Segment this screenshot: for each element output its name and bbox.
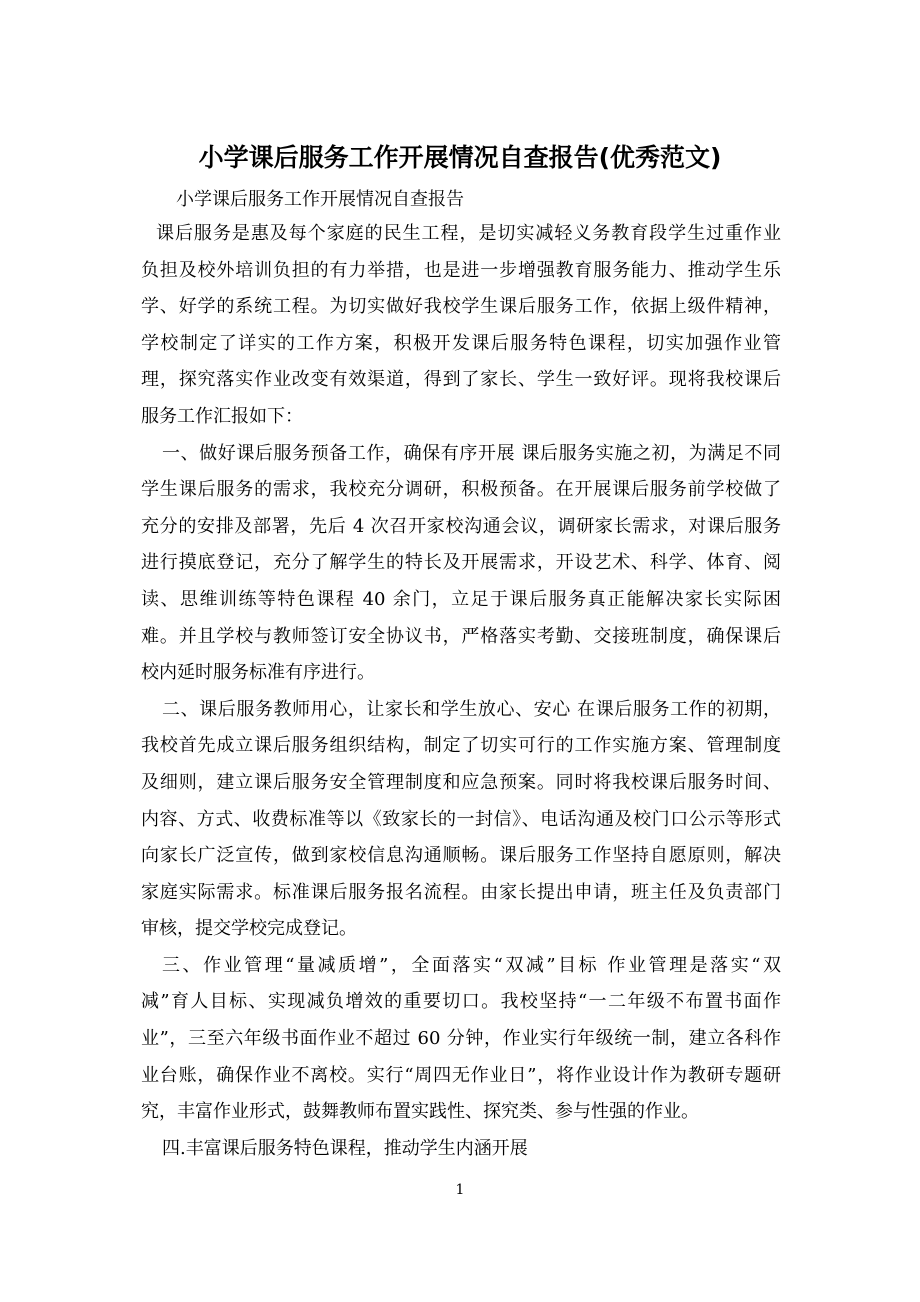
body-line: 及细则，建立课后服务安全管理制度和应急预案。同时将我校课后服务时间、	[141, 771, 781, 793]
body-line: 难。并且学校与教师签订安全协议书，严格落实考勤、交接班制度，确保课后	[141, 625, 781, 647]
body-line: 我校首先成立课后服务组织结构，制定了切实可行的工作实施方案、管理制度	[141, 735, 781, 757]
body-line: 减”育人目标、实现减负增效的重要切口。我校坚持“一二年级不布置书面作	[141, 991, 781, 1013]
body-line: 一、做好课后服务预备工作，确保有序开展 课后服务实施之初，为满足不同	[162, 442, 781, 464]
body-line: 三、作业管理“量减质增”，全面落实“双减”目标 作业管理是落实“双	[162, 954, 781, 976]
body-line: 家庭实际需求。标准课后服务报名流程。由家长提出申请，班主任及负责部门	[141, 881, 781, 903]
body-line: 负担及校外培训负担的有力举措，也是进一步增强教育服务能力、推动学生乐	[141, 259, 781, 281]
document-body	[141, 216, 781, 1167]
body-line: 学、好学的系统工程。为切实做好我校学生课后服务工作，依据上级件精神，	[141, 296, 781, 318]
body-line: 业”，三至六年级书面作业不超过 60 分钟，作业实行年级统一制，建立各科作	[141, 1028, 781, 1050]
body-line: 课后服务是惠及每个家庭的民生工程，是切实减轻义务教育段学生过重作业	[156, 223, 781, 244]
body-line: 内容、方式、收费标准等以《致家长的一封信》、电话沟通及校门口公示等形式	[141, 808, 781, 830]
body-line: 业台账，确保作业不离校。实行“周四无作业日”，将作业设计作为教研专题研	[141, 1064, 781, 1086]
body-line: 向家长广泛宣传，做到家校信息沟通顺畅。课后服务工作坚持自愿原则，解决	[141, 845, 781, 867]
body-line: 学生课后服务的需求，我校充分调研，积极预备。在开展课后服务前学校做了	[141, 479, 781, 501]
body-line: 学校制定了详实的工作方案，积极开发课后服务特色课程，切实加强作业管	[141, 332, 781, 354]
body-line: 四.丰富课后服务特色课程，推动学生内涵开展	[162, 1137, 528, 1159]
page-number: 1	[455, 1182, 465, 1198]
body-line: 二、课后服务教师用心，让家长和学生放心、安心 在课后服务工作的初期，	[162, 698, 781, 720]
body-line: 究，丰富作业形式，鼓舞教师布置实践性、探究类、参与性强的作业。	[141, 1101, 699, 1123]
body-line: 充分的安排及部署，先后 4 次召开家校沟通会议，调研家长需求，对课后服务	[141, 515, 781, 537]
body-line: 进行摸底登记，充分了解学生的特长及开展需求，开设艺术、科学、体育、阅	[141, 552, 781, 574]
body-line: 校内延时服务标准有序进行。	[141, 662, 375, 684]
document-title: 小学课后服务工作开展情况自查报告(优秀范文)	[198, 143, 722, 172]
document-subtitle: 小学课后服务工作开展情况自查报告	[176, 189, 464, 210]
body-line: 理，探究落实作业改变有效渠道，得到了家长、学生一致好评。现将我校课后	[141, 369, 781, 391]
body-line: 读、思维训练等特色课程 40 余门，立足于课后服务真正能解决家长实际困	[141, 588, 781, 610]
body-line: 审核，提交学校完成登记。	[141, 918, 357, 940]
body-line: 服务工作汇报如下：	[141, 405, 303, 427]
